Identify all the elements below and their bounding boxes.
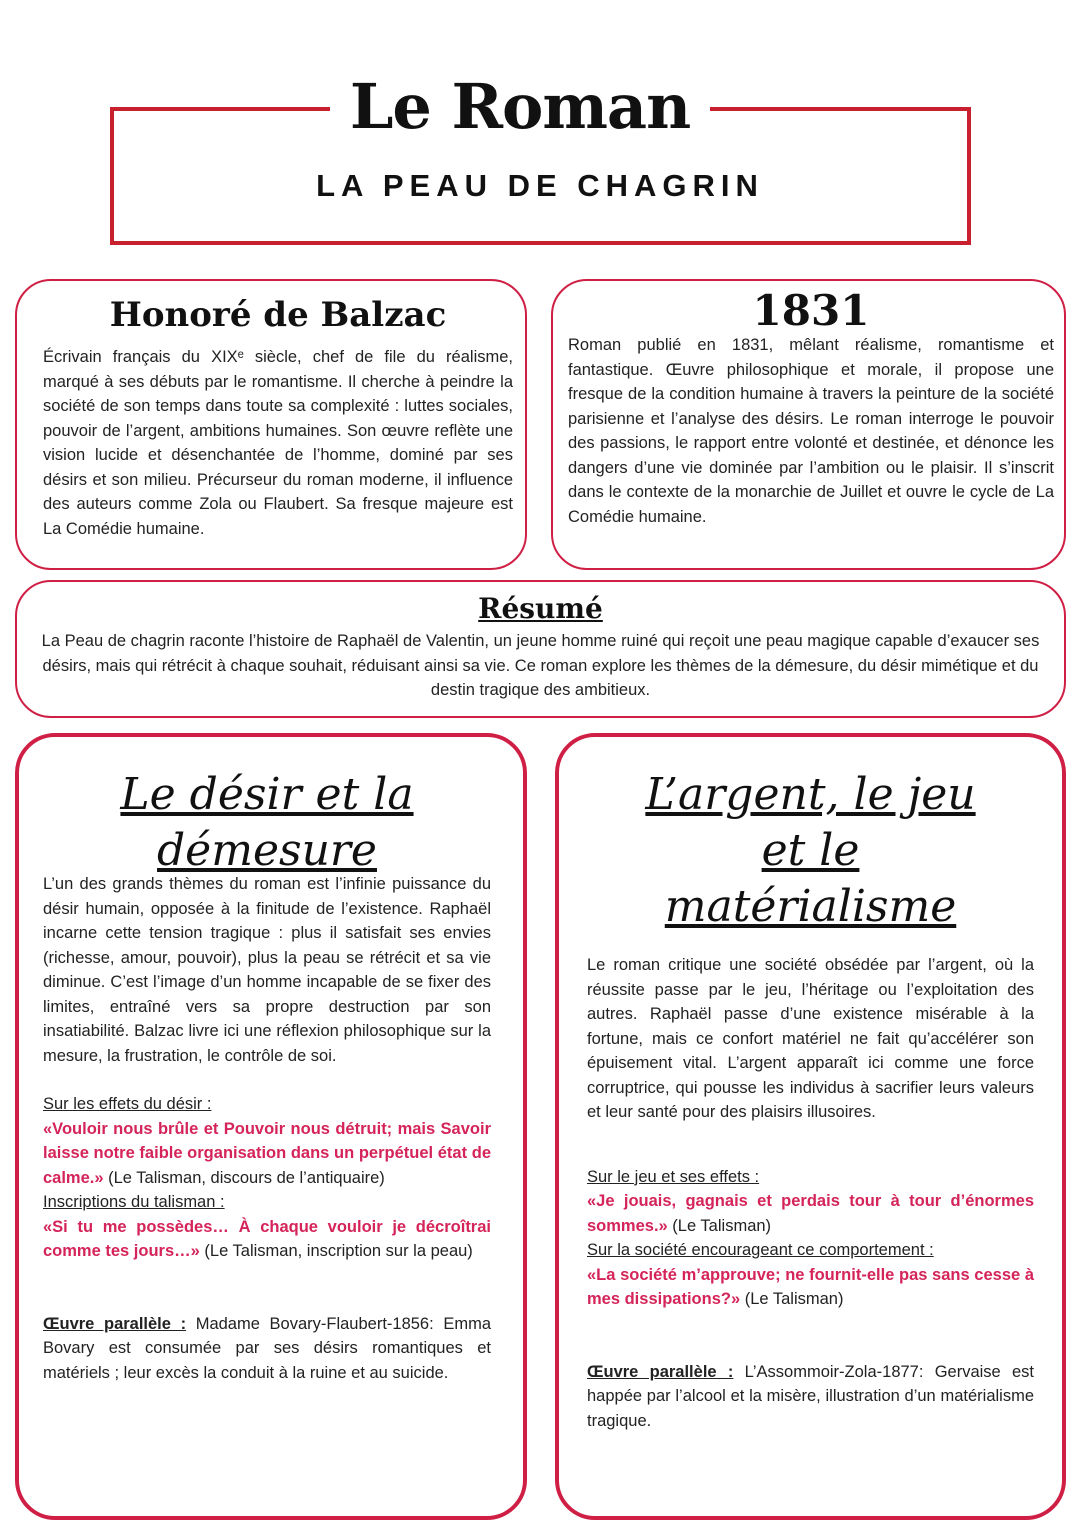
money-card bbox=[555, 733, 1066, 1520]
desire-label-1: Sur les effets du désir : bbox=[43, 1095, 212, 1113]
desire-quote-2: «Si tu me possèdes… À chaque vouloir je décroîtrai comme tes jours…» bbox=[43, 1217, 491, 1260]
desire-parallel-text: Madame Bovary-Flaubert-1856: Emma Bovary est consumée par ses désirs romantiques et matériels ; leur excès la conduit à la ruine et au suicide. bbox=[43, 1314, 491, 1382]
author-card bbox=[15, 279, 527, 570]
desire-quote-1: «Vouloir nous brûle et Pouvoir nous détruit; mais Savoir laisse notre faible organisation dans un perpétuel état de calme.» bbox=[43, 1119, 491, 1187]
author-heading: Honoré de Balzac bbox=[109, 295, 447, 335]
desire-text: L’un des grands thèmes du roman est l’infinie puissance du désir humain, opposée à la finitude de l’existence. Raphaël incarne cette tension tragique : plus il satisfait ses envies (richesse, amour, pouvoir), plus la peau se rétrécit et sa vie diminue. C’est l’image d’un homme incapable de se fixer des limites, entraîné vers sa propre destruction par son insatiabilité. Balzac livre ici une réflexion philosophique sur la mesure, la frustration, le contrôle de soi. bbox=[43, 875, 491, 1065]
desire-card bbox=[15, 733, 527, 1520]
money-parallel-label: Œuvre parallèle : bbox=[587, 1362, 734, 1381]
money-parallel-text: L’Assommoir-Zola-1877: Gervaise est happée par l’alcool et la misère, illustration d’un matérialisme tragique. bbox=[587, 1362, 1034, 1430]
money-label-2: Sur la société encourageant ce comportement : bbox=[587, 1241, 934, 1259]
summary-card bbox=[15, 580, 1066, 718]
date-heading: 1831 bbox=[752, 286, 870, 335]
money-text: Le roman critique une société obsédée par l’argent, où la réussite passe par le jeu, l’héritage ou l’exploitation des autres. Raphaël passe d’une existence misérable à la fortune, mais ce confort matériel ne fait qu’accélérer son épuisement vital. L’argent apparaît ici comme une force corruptrice, qui pousse les individus à sacrifier leurs valeurs et leur santé pour des plaisirs illusoires. bbox=[587, 956, 1034, 1121]
money-quote-1: «Je jouais, gagnais et perdais tour à tour d’énormes sommes.» bbox=[587, 1192, 1034, 1235]
date-text: Roman publié en 1831, mêlant réalisme, romantisme et fantastique. Œuvre philosophique et morale, il propose une fresque de la condition humaine à travers la peinture de la société parisienne et l’analyse des désirs. Le roman interroge le pouvoir des passions, le rapport entre volonté et destinée, et dénonce les dangers d’une vie dominée par l’ambition ou le plaisir. Il s’inscrit dans le contexte de la monarchie de Juillet et ouvre le cycle de La Comédie humaine. bbox=[568, 336, 1054, 526]
summary-heading: Résumé bbox=[478, 592, 603, 625]
date-card bbox=[551, 279, 1066, 570]
desire-heading: Le désir et la démesure bbox=[120, 769, 414, 876]
page-subtitle: LA PEAU DE CHAGRIN bbox=[316, 168, 764, 203]
desire-source-1: (Le Talisman, discours de l’antiquaire) bbox=[103, 1168, 385, 1187]
money-source-2: (Le Talisman) bbox=[740, 1290, 844, 1308]
desire-parallel-label: Œuvre parallèle : bbox=[43, 1314, 187, 1333]
page-title: Le Roman bbox=[330, 70, 710, 143]
desire-source-2: (Le Talisman, inscription sur la peau) bbox=[199, 1242, 473, 1260]
desire-label-2: Inscriptions du talisman : bbox=[43, 1193, 225, 1211]
money-label-1: Sur le jeu et ses effets : bbox=[587, 1167, 760, 1186]
money-source-1: (Le Talisman) bbox=[667, 1216, 772, 1235]
money-quote-2: «La société m’approuve; ne fournit-elle pas sans cesse à mes dissipations?» bbox=[587, 1265, 1034, 1308]
money-heading: L’argent, le jeu et le matérialisme bbox=[645, 769, 976, 932]
summary-text: La Peau de chagrin raconte l’histoire de Raphaël de Valentin, un jeune homme ruiné qui reçoit une peau magique capable d’exaucer ses désirs, mais qui rétrécit à chaque souhait, réduisant ainsi sa vie. Ce roman explore les thèmes de la démesure, du désir mimétique et du destin tragique des ambitieux. bbox=[41, 632, 1040, 699]
author-text: Écrivain français du XIXᵉ siècle, chef de file du réalisme, marqué à ses débuts par le romantisme. Il cherche à peindre la société de son temps dans toute sa complexité : luttes sociales, pouvoir de l’argent, ambitions humaines. Son œuvre reflète une vision lucide et désenchantée de l’homme, dominé par ses désirs et son milieu. Précurseur du roman moderne, il influence des auteurs comme Zola ou Flaubert. Sa fresque majeure est La Comédie humaine. bbox=[43, 348, 513, 538]
